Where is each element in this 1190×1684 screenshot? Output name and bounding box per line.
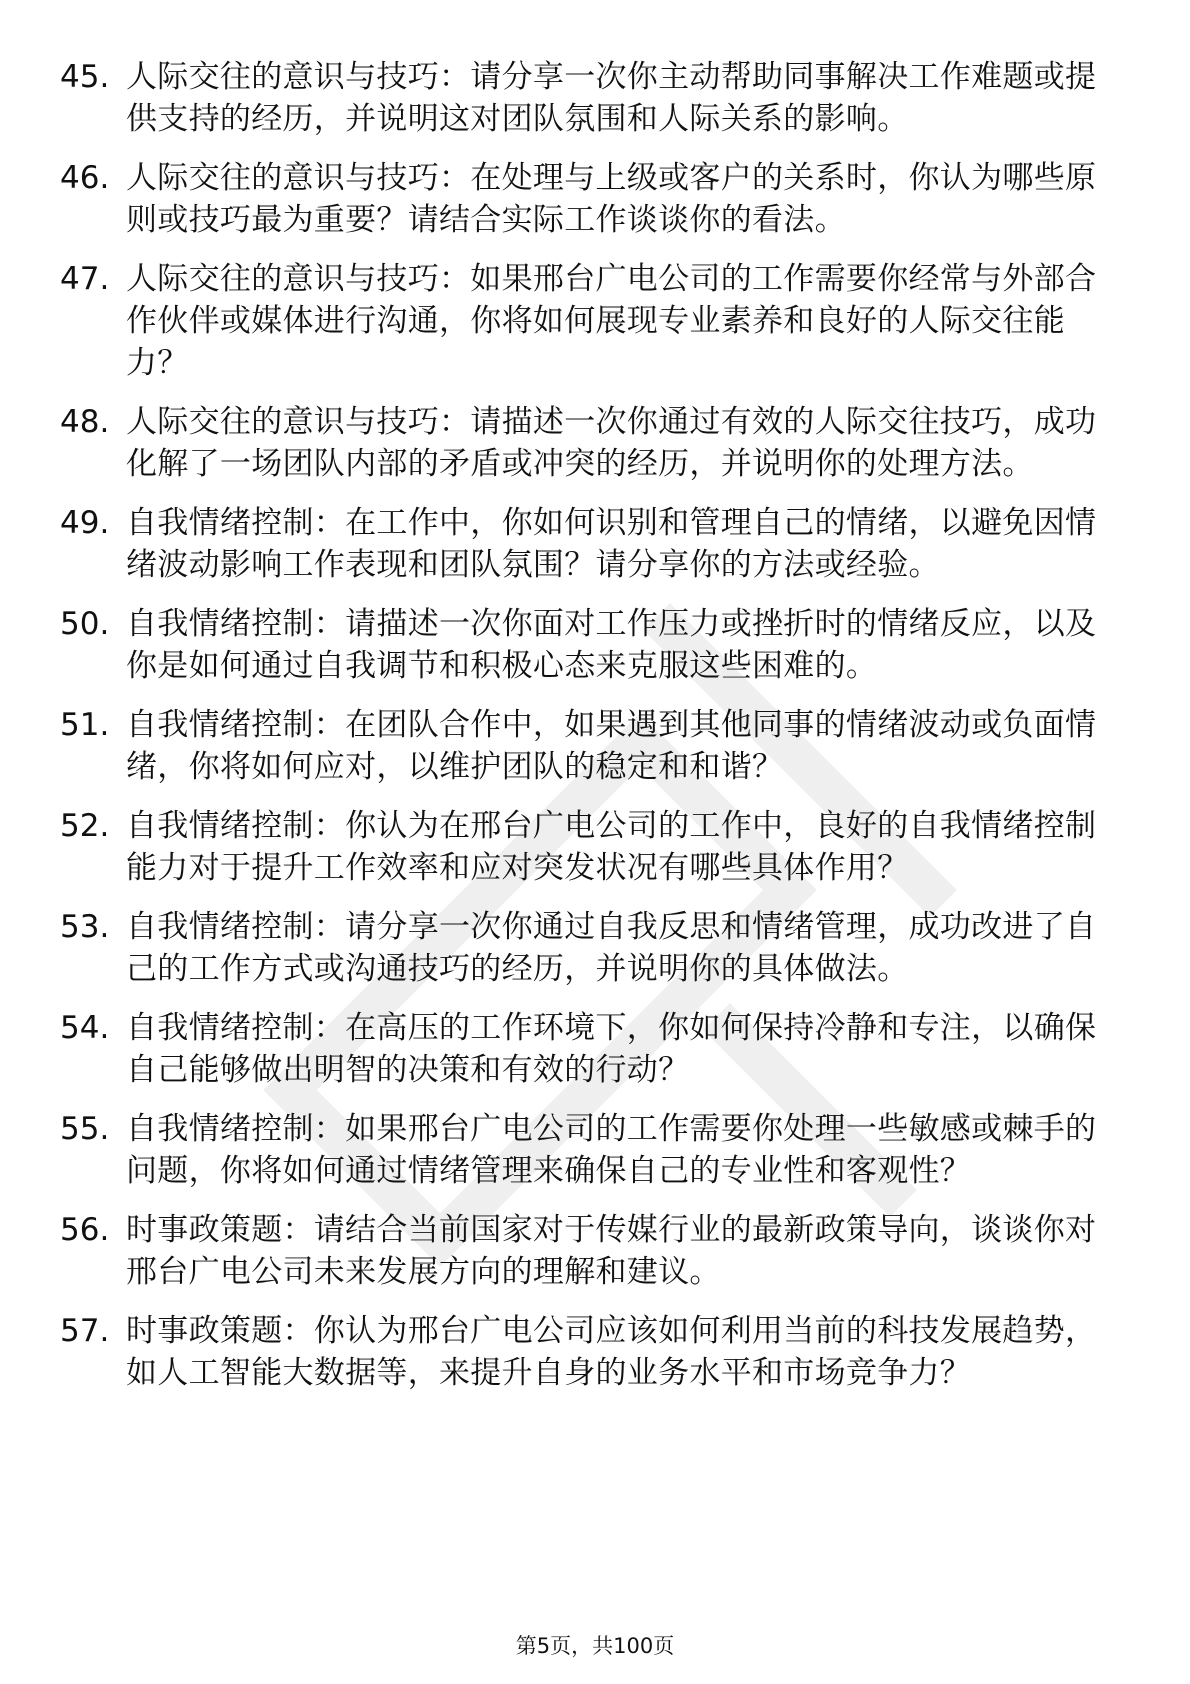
question-number: 46. — [60, 160, 110, 196]
question-number: 50. — [60, 606, 110, 642]
question-number: 57. — [60, 1313, 110, 1349]
question-text: 人际交往的意识与技巧：如果邢台广电公司的工作需要你经常与外部合作伙伴或媒体进行沟通，你将如何展现专业素养和良好的人际交往能力？ — [126, 261, 1097, 381]
question-number: 54. — [60, 1010, 110, 1046]
question-number: 55. — [60, 1111, 110, 1147]
question-number: 48. — [60, 404, 110, 440]
question-item — [60, 502, 1120, 586]
question-text: 自我情绪控制：请分享一次你通过自我反思和情绪管理，成功改进了自己的工作方式或沟通技巧的经历，并说明你的具体做法。 — [126, 909, 1097, 987]
question-text: 自我情绪控制：你认为在邢台广电公司的工作中，良好的自我情绪控制能力对于提升工作效率和应对突发状况有哪些具体作用？ — [126, 808, 1097, 886]
question-item — [60, 56, 1120, 140]
question-number: 52. — [60, 808, 110, 844]
question-item — [60, 1209, 1120, 1293]
question-item — [60, 1310, 1120, 1394]
question-number: 49. — [60, 505, 110, 541]
question-item — [60, 704, 1120, 788]
question-text: 人际交往的意识与技巧：请分享一次你主动帮助同事解决工作难题或提供支持的经历，并说明这对团队氛围和人际关系的影响。 — [126, 59, 1097, 137]
question-text: 自我情绪控制：请描述一次你面对工作压力或挫折时的情绪反应，以及你是如何通过自我调节和积极心态来克服这些困难的。 — [126, 606, 1097, 684]
question-text: 人际交往的意识与技巧：请描述一次你通过有效的人际交往技巧，成功化解了一场团队内部的矛盾或冲突的经历，并说明你的处理方法。 — [126, 404, 1097, 482]
question-item — [60, 258, 1120, 384]
question-item — [60, 603, 1120, 687]
question-item — [60, 906, 1120, 990]
question-number: 53. — [60, 909, 110, 945]
question-item — [60, 805, 1120, 889]
question-item — [60, 1108, 1120, 1192]
question-text: 时事政策题：请结合当前国家对于传媒行业的最新政策导向，谈谈你对邢台广电公司未来发展方向的理解和建议。 — [126, 1212, 1097, 1290]
question-number: 56. — [60, 1212, 110, 1248]
question-number: 47. — [60, 261, 110, 297]
question-number: 45. — [60, 59, 110, 95]
question-text: 时事政策题：你认为邢台广电公司应该如何利用当前的科技发展趋势，如人工智能大数据等，来提升自身的业务水平和市场竞争力？ — [126, 1313, 1097, 1391]
question-text: 人际交往的意识与技巧：在处理与上级或客户的关系时，你认为哪些原则或技巧最为重要？请结合实际工作谈谈你的看法。 — [126, 160, 1097, 238]
page-footer: 第5页，共100页 — [515, 1634, 675, 1658]
question-text: 自我情绪控制：在高压的工作环境下，你如何保持冷静和专注，以确保自己能够做出明智的决策和有效的行动？ — [126, 1010, 1097, 1088]
question-list — [60, 56, 1120, 1411]
question-item — [60, 401, 1120, 485]
question-text: 自我情绪控制：在团队合作中，如果遇到其他同事的情绪波动或负面情绪，你将如何应对，以维护团队的稳定和和谐？ — [126, 707, 1097, 785]
question-number: 51. — [60, 707, 110, 743]
question-text: 自我情绪控制：在工作中，你如何识别和管理自己的情绪，以避免因情绪波动影响工作表现和团队氛围？请分享你的方法或经验。 — [126, 505, 1097, 583]
question-item — [60, 157, 1120, 241]
question-item — [60, 1007, 1120, 1091]
question-text: 自我情绪控制：如果邢台广电公司的工作需要你处理一些敏感或棘手的问题，你将如何通过情绪管理来确保自己的专业性和客观性？ — [126, 1111, 1097, 1189]
